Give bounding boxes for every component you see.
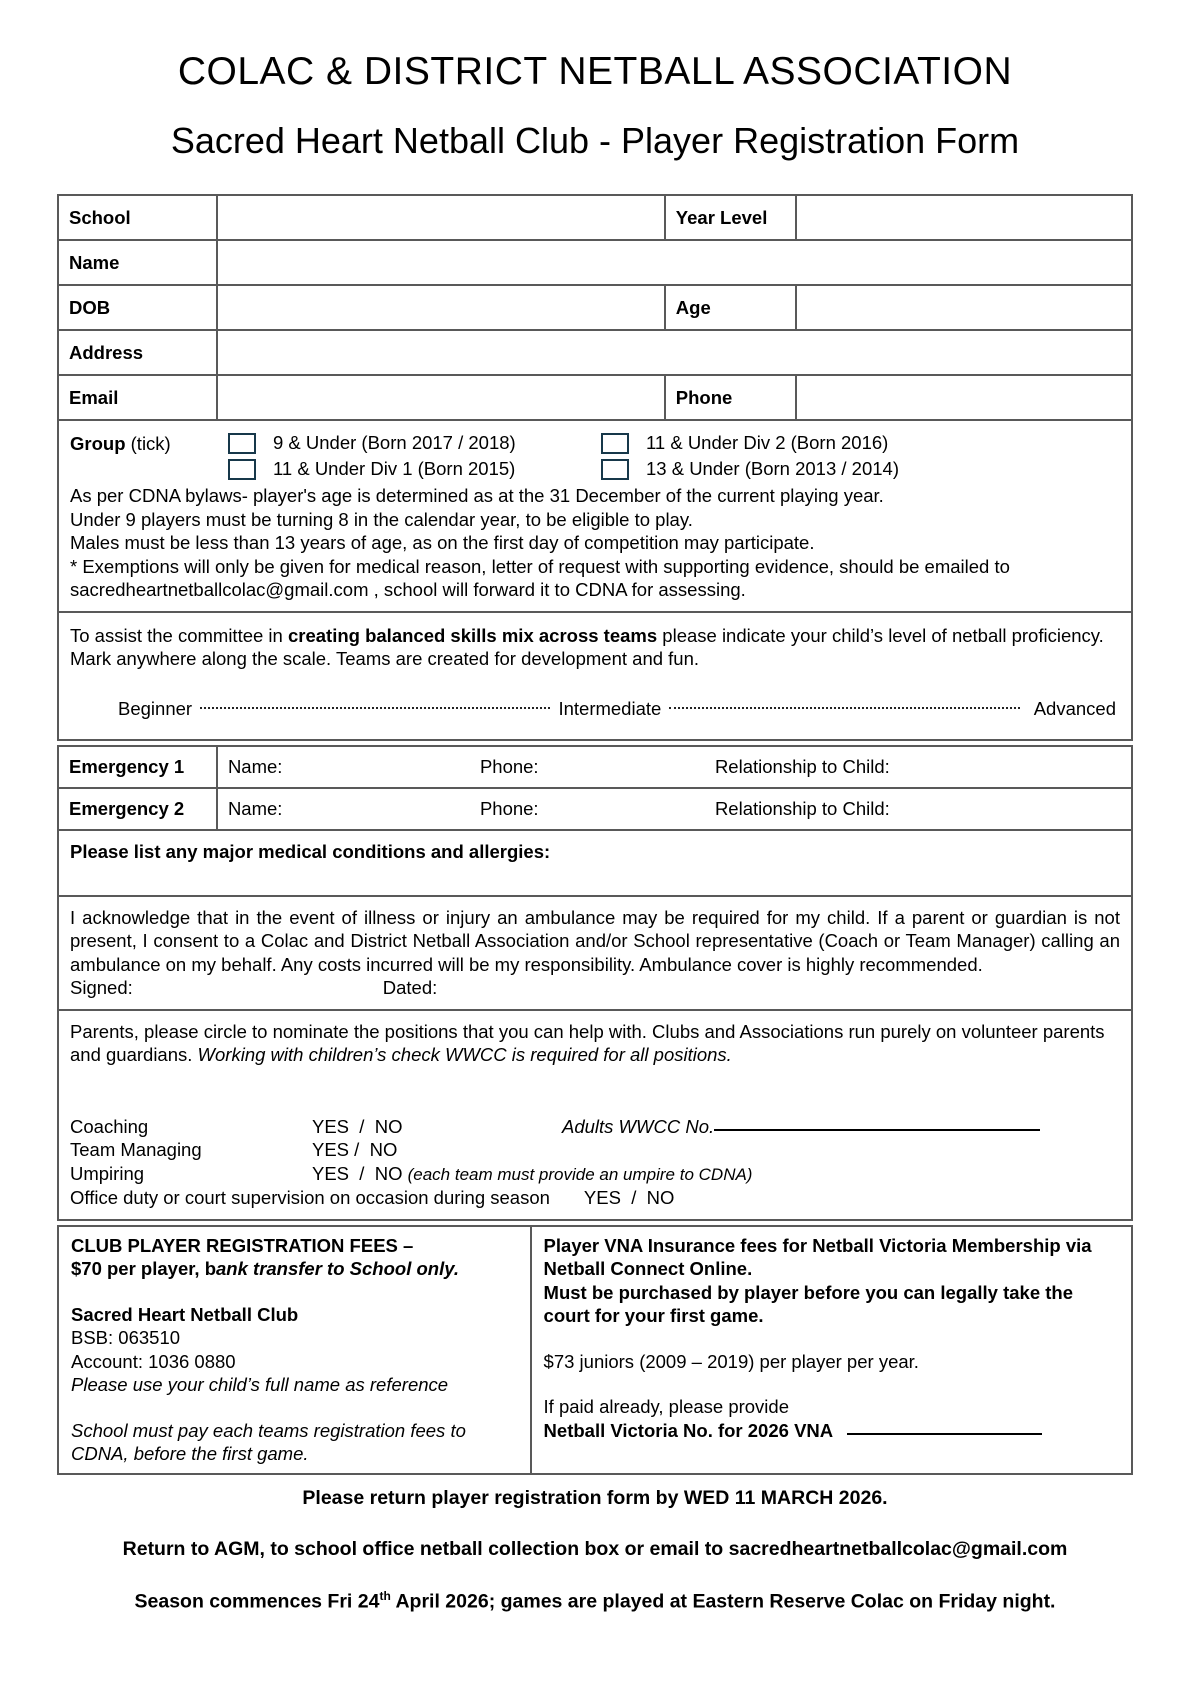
- scale-label-intermediate: Intermediate: [558, 697, 662, 719]
- spacer: [71, 1281, 518, 1303]
- scale-label-advanced: Advanced: [1033, 697, 1117, 719]
- wwcc-label: Adults WWCC No.: [562, 1115, 715, 1137]
- group-option-label: 11 & Under Div 1 (Born 2015): [273, 458, 516, 479]
- scale-dotted-line: [669, 707, 1019, 709]
- reference-note: Please use your child’s full name as reference: [71, 1374, 449, 1395]
- scale-dotted-line: [200, 707, 550, 709]
- name-label: Name: [58, 240, 217, 285]
- group-option-11-under-div1: [228, 456, 601, 482]
- team-managing-label: Team Managing: [70, 1139, 202, 1160]
- email-input[interactable]: [217, 375, 665, 420]
- emergency-contacts-table: [57, 745, 1133, 831]
- club-fees-heading: CLUB PLAYER REGISTRATION FEES –: [71, 1234, 414, 1256]
- skills-section: [57, 611, 1133, 742]
- signed-label: Signed:: [70, 977, 133, 998]
- emergency2-name-label: Name:: [227, 798, 283, 819]
- table-row: [58, 195, 1132, 240]
- form-title: Sacred Heart Netball Club - Player Registration Form: [170, 120, 1020, 161]
- age-label: Age: [665, 285, 796, 330]
- vna-insurance-heading: Player VNA Insurance fees for Netball Victoria Membership via Netball Connect Online.: [543, 1234, 1092, 1279]
- table-row: [58, 375, 1132, 420]
- group-note: Males must be less than 13 years of age, as on the first day of competition may participate.: [70, 532, 815, 553]
- vna-insurance-requirement: Must be purchased by player before you can legally take the court for your first game.: [543, 1281, 1074, 1326]
- spacer: [544, 1328, 1119, 1350]
- group-option-11-under-div2: [601, 430, 1120, 456]
- group-option-label: 11 & Under Div 2 (Born 2016): [646, 432, 889, 453]
- group-option-label: 9 & Under (Born 2017 / 2018): [273, 432, 516, 453]
- year-level-input[interactable]: [796, 195, 1132, 240]
- medical-section: [57, 829, 1133, 897]
- group-checkbox-11-under-div2[interactable]: [601, 433, 629, 454]
- umpiring-yes-no[interactable]: YES / NO: [312, 1162, 408, 1184]
- proficiency-scale[interactable]: [118, 697, 1116, 721]
- umpiring-label: Umpiring: [70, 1162, 145, 1184]
- group-checkbox-9-under[interactable]: [228, 433, 256, 454]
- group-note: Under 9 players must be turning 8 in the calendar year, to be eligible to play.: [70, 508, 693, 530]
- group-section: [57, 419, 1133, 613]
- volunteer-row-coaching: [70, 1115, 1120, 1139]
- table-row: [58, 1226, 1132, 1474]
- office-duty-label: Office duty or court supervision on occasion during season: [70, 1187, 550, 1208]
- group-label: Group (tick): [70, 433, 171, 454]
- phone-label: Phone: [665, 375, 796, 420]
- group-option-label: 13 & Under (Born 2013 / 2014): [646, 458, 899, 479]
- wwcc-number-blank[interactable]: [714, 1129, 1040, 1131]
- scale-label-beginner: Beginner: [118, 697, 193, 719]
- table-row: [58, 285, 1132, 330]
- address-label: Address: [58, 330, 217, 375]
- dob-input[interactable]: [217, 285, 665, 330]
- vna-number-blank[interactable]: [847, 1433, 1042, 1435]
- emergency2-fields[interactable]: [217, 788, 1132, 830]
- group-note: * Exemptions will only be given for medical reason, letter of request with supporting evidence, should be emailed to sacredheartnetballcolac@gmail.com , school will forward it to CDNA for assessing.: [70, 555, 1010, 600]
- ordinal-superscript: th: [379, 1588, 391, 1603]
- account-number: Account: 1036 0880: [71, 1350, 236, 1372]
- emergency2-label: Emergency 2: [58, 788, 217, 830]
- dob-label: DOB: [58, 285, 217, 330]
- medical-conditions-input[interactable]: [70, 864, 1120, 886]
- registration-form-page: [57, 0, 1133, 1613]
- club-fees-amount: $70 per player, bank transfer to School only.: [71, 1258, 459, 1279]
- vna-insurance-cell: [531, 1226, 1132, 1474]
- table-row: [58, 746, 1132, 788]
- coaching-yes-no[interactable]: YES / NO: [312, 1115, 403, 1137]
- return-deadline-note: Please return player registration form by WED 11 MARCH 2026.: [302, 1486, 888, 1509]
- player-details-table: [57, 194, 1133, 421]
- group-option-13-under: [601, 456, 1120, 482]
- group-checkbox-11-under-div1[interactable]: [228, 459, 256, 480]
- return-instructions-note: Return to AGM, to school office netball collection box or email to sacredheartnetballcolac@gmail.com: [122, 1537, 1068, 1560]
- phone-input[interactable]: [796, 375, 1132, 420]
- volunteer-intro: Parents, please circle to nominate the positions that you can help with. Clubs and Associations run purely on volunteer parents and guardians. Working with children’s check WWCC is required for all positions.: [70, 1020, 1105, 1065]
- group-checkbox-13-under[interactable]: [601, 459, 629, 480]
- ambulance-acknowledgment-section: [57, 895, 1133, 1011]
- umpiring-note: (each team must provide an umpire to CDNA): [407, 1164, 753, 1184]
- emergency2-relationship-label: Relationship to Child:: [714, 798, 890, 819]
- table-row: [58, 330, 1132, 375]
- table-row: [58, 240, 1132, 285]
- acknowledgment-text: I acknowledge that in the event of illness or injury an ambulance may be required for my child. If a parent or guardian is not present, I consent to a Colac and District Netball Association and/or School representative (Coach or Team Manager) calling an ambulance on my behalf. Any costs incurred will be my responsibility. Ambulance cover is highly recommended.: [70, 906, 1120, 975]
- age-input[interactable]: [796, 285, 1132, 330]
- volunteer-row-office-duty: [70, 1186, 1120, 1210]
- emergency2-phone-label: Phone:: [479, 798, 539, 819]
- spacer: [71, 1397, 518, 1419]
- fees-table: [57, 1225, 1133, 1475]
- school-input[interactable]: [217, 195, 665, 240]
- emergency1-relationship-label: Relationship to Child:: [714, 756, 890, 777]
- group-note: As per CDNA bylaws- player's age is determined as at the 31 December of the current playing year.: [70, 485, 884, 506]
- vna-paid-note: If paid already, please provide: [543, 1396, 789, 1417]
- coaching-label: Coaching: [70, 1115, 149, 1137]
- office-duty-yes-no[interactable]: YES / NO: [583, 1187, 675, 1208]
- vna-price: $73 juniors (2009 – 2019) per player per year.: [543, 1350, 919, 1372]
- medical-heading: Please list any major medical conditions and allergies:: [70, 841, 551, 862]
- school-label: School: [58, 195, 217, 240]
- spacer: [544, 1373, 1119, 1395]
- email-label: Email: [58, 375, 217, 420]
- volunteer-section: [57, 1009, 1133, 1221]
- volunteer-row-umpiring: [70, 1162, 1120, 1187]
- year-level-label: Year Level: [665, 195, 796, 240]
- club-fees-cell: [58, 1226, 531, 1474]
- address-input[interactable]: [217, 330, 1132, 375]
- volunteer-row-team-managing: [70, 1138, 1120, 1162]
- dated-label: Dated:: [382, 977, 438, 998]
- group-option-9-under: [228, 430, 601, 456]
- season-commencement-note: Season commences Fri 24th April 2026; games are played at Eastern Reserve Colac on Friday night.: [134, 1588, 1056, 1612]
- group-options: [228, 430, 1120, 482]
- skills-intro: To assist the committee in creating balanced skills mix across teams please indicate your child’s level of netball proficiency. Mark anywhere along the scale. Teams are created for development and fun.: [70, 624, 1104, 669]
- school-payment-note: School must pay each teams registration fees to CDNA, before the first game.: [71, 1419, 466, 1464]
- emergency1-name-label: Name:: [227, 756, 283, 777]
- vna-number-label: Netball Victoria No. for 2026 VNA: [543, 1419, 834, 1441]
- association-title: COLAC & DISTRICT NETBALL ASSOCIATION: [177, 50, 1013, 93]
- team-managing-yes-no[interactable]: YES / NO: [312, 1139, 398, 1160]
- club-name: Sacred Heart Netball Club: [71, 1303, 299, 1325]
- emergency1-label: Emergency 1: [58, 746, 217, 788]
- emergency1-fields[interactable]: [217, 746, 1132, 788]
- bsb-number: BSB: 063510: [71, 1327, 181, 1348]
- table-row: [58, 788, 1132, 830]
- emergency1-phone-label: Phone:: [479, 756, 539, 777]
- name-input[interactable]: [217, 240, 1132, 285]
